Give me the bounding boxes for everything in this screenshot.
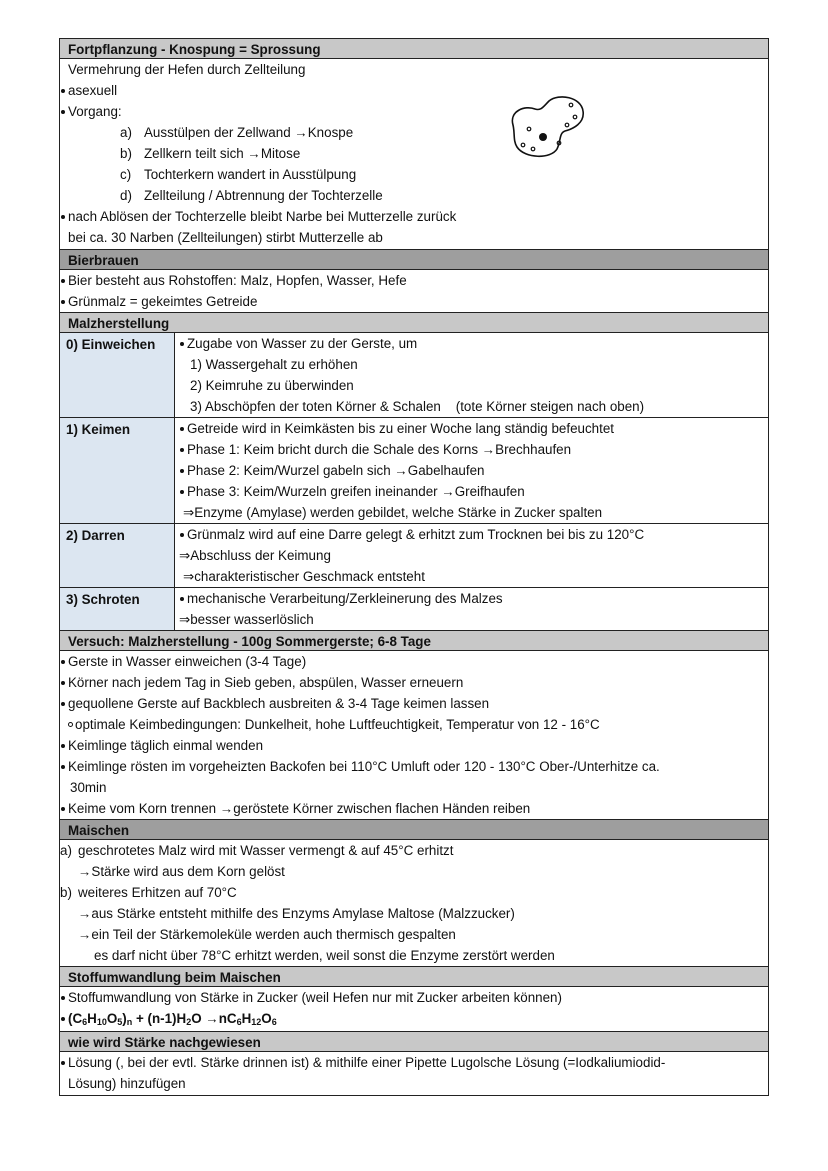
bullet-item: gequollene Gerste auf Backblech ausbreiten & 3-4 Tage keimen lassen bbox=[60, 693, 768, 714]
step-item bbox=[60, 840, 768, 861]
step-text: Ausstülpen der Zellwand →Knospe bbox=[144, 125, 354, 140]
formula-part: H bbox=[241, 1011, 252, 1026]
step-item bbox=[60, 143, 768, 164]
formula-part: ) bbox=[122, 1011, 127, 1026]
table-row bbox=[60, 588, 769, 631]
text-line: Vermehrung der Hefen durch Zellteilung bbox=[68, 62, 306, 77]
step-letter: a) bbox=[120, 125, 132, 140]
bullet-item: Keimlinge rösten im vorgeheizten Backofen bei 110°C Umluft oder 120 - 130°C Ober-/Unterhitze ca. bbox=[60, 756, 768, 777]
bullet-item: Phase 2: Keim/Wurzel gabeln sich →Gabelhaufen bbox=[179, 460, 768, 481]
bullet-item: Bier besteht aus Rohstoffen: Malz, Hopfen, Wasser, Hefe bbox=[60, 270, 768, 291]
bullet-item: Lösung (, bei der evtl. Stärke drinnen ist) & mithilfe einer Pipette Lugolsche Lösung (=Iodkaliumiodid- bbox=[60, 1052, 768, 1073]
step-letter: b) bbox=[60, 885, 72, 900]
bullet-item: Grünmalz wird auf eine Darre gelegt & erhitzt zum Trocknen bei bis zu 120°C bbox=[179, 524, 768, 545]
step-label: 0) Einweichen bbox=[60, 333, 175, 418]
formula-part: (C bbox=[68, 1011, 83, 1026]
table-row bbox=[60, 524, 769, 588]
section-nachweis bbox=[59, 1052, 769, 1096]
step-content bbox=[175, 588, 769, 631]
bullet-item: Stoffumwandlung von Stärke in Zucker (weil Hefen nur mit Zucker arbeiten können) bbox=[60, 987, 768, 1008]
step-item bbox=[60, 185, 768, 206]
step-content bbox=[175, 524, 769, 588]
section-header-maischen: Maischen bbox=[59, 819, 769, 840]
formula-sub: 10 bbox=[96, 1017, 107, 1027]
formula-part: O bbox=[261, 1011, 272, 1026]
text-line: 3) Abschöpfen der toten Körner & Schalen (tote Körner steigen nach oben) bbox=[190, 399, 645, 414]
bullet-item: Keimlinge täglich einmal wenden bbox=[60, 735, 768, 756]
section-header-fortpflanzung: Fortpflanzung - Knospung = Sprossung bbox=[59, 38, 769, 59]
text-line: ⇒Enzyme (Amylase) werden gebildet, welche Stärke in Zucker spalten bbox=[183, 505, 603, 520]
formula-part: O bbox=[106, 1011, 118, 1026]
section-header-stoffumwandlung: Stoffumwandlung beim Maischen bbox=[59, 966, 769, 987]
bullet-item: Vorgang: bbox=[60, 101, 768, 122]
formula-part: O →nC bbox=[191, 1011, 237, 1026]
text-line: bei ca. 30 Narben (Zellteilungen) stirbt Mutterzelle ab bbox=[68, 230, 383, 245]
bullet-item: Getreide wird in Keimkästen bis zu einer Woche lang ständig befeuchtet bbox=[179, 418, 768, 439]
text-line: ⇒besser wasserlöslich bbox=[179, 612, 314, 627]
section-versuch bbox=[59, 651, 769, 820]
step-item bbox=[60, 122, 768, 143]
bullet-item: Phase 3: Keim/Wurzeln greifen ineinander →Greifhaufen bbox=[179, 481, 768, 502]
step-letter: b) bbox=[120, 146, 132, 161]
step-item bbox=[60, 164, 768, 185]
text-line: 30min bbox=[70, 780, 107, 795]
bullet-item: nach Ablösen der Tochterzelle bleibt Narbe bei Mutterzelle zurück bbox=[60, 206, 768, 227]
bullet-item: Gerste in Wasser einweichen (3-4 Tage) bbox=[60, 651, 768, 672]
step-item bbox=[60, 882, 768, 903]
step-content bbox=[175, 333, 769, 418]
table-row bbox=[60, 418, 769, 524]
formula-part: + (n-1)H bbox=[132, 1011, 187, 1026]
bullet-item: asexuell bbox=[60, 80, 768, 101]
chemical-formula bbox=[60, 1008, 768, 1029]
bullet-item: Grünmalz = gekeimtes Getreide bbox=[60, 291, 768, 312]
step-letter: c) bbox=[120, 167, 132, 182]
text-line: Lösung) hinzufügen bbox=[68, 1076, 186, 1091]
step-letter: d) bbox=[120, 188, 132, 203]
formula-sub: 5 bbox=[117, 1017, 123, 1027]
step-label: 2) Darren bbox=[60, 524, 175, 588]
step-text: Tochterkern wandert in Ausstülpung bbox=[144, 167, 357, 182]
section-header-bierbrauen: Bierbrauen bbox=[59, 249, 769, 270]
formula-sub: 6 bbox=[236, 1017, 242, 1027]
step-content bbox=[175, 418, 769, 524]
step-text: Zellkern teilt sich →Mitose bbox=[144, 146, 301, 161]
text-line: →aus Stärke entsteht mithilfe des Enzyms Amylase Maltose (Malzzucker) bbox=[78, 906, 515, 921]
text-line: ⇒Abschluss der Keimung bbox=[179, 548, 331, 563]
formula-sub: 6 bbox=[82, 1017, 88, 1027]
section-bierbrauen bbox=[59, 270, 769, 313]
bullet-item: Phase 1: Keim bricht durch die Schale des Korns →Brechhaufen bbox=[179, 439, 768, 460]
section-fortpflanzung bbox=[59, 59, 769, 250]
text-line: →ein Teil der Stärkemoleküle werden auch thermisch gespalten bbox=[78, 927, 456, 942]
formula-part: H bbox=[87, 1011, 97, 1026]
malzherstellung-table bbox=[59, 332, 769, 631]
text-line: 2) Keimruhe zu überwinden bbox=[190, 378, 354, 393]
section-stoffumwandlung bbox=[59, 987, 769, 1032]
section-header-malzherstellung: Malzherstellung bbox=[59, 312, 769, 333]
text-line: es darf nicht über 78°C erhitzt werden, weil sonst die Enzyme zerstört werden bbox=[94, 948, 555, 963]
section-header-nachweis: wie wird Stärke nachgewiesen bbox=[59, 1031, 769, 1052]
formula-sub: n bbox=[126, 1017, 133, 1027]
text-line: →Stärke wird aus dem Korn gelöst bbox=[78, 864, 285, 879]
bullet-item: Körner nach jedem Tag in Sieb geben, abspülen, Wasser erneuern bbox=[60, 672, 768, 693]
bullet-item: Zugabe von Wasser zu der Gerste, um bbox=[179, 333, 768, 354]
step-text: Zellteilung / Abtrennung der Tochterzelle bbox=[144, 188, 383, 203]
bullet-item: Keime vom Korn trennen →geröstete Körner zwischen flachen Händen reiben bbox=[60, 798, 768, 819]
step-label: 1) Keimen bbox=[60, 418, 175, 524]
formula-sub: 12 bbox=[251, 1017, 262, 1027]
step-letter: a) bbox=[60, 843, 72, 858]
formula-sub: 6 bbox=[271, 1017, 277, 1027]
step-label: 3) Schroten bbox=[60, 588, 175, 631]
table-row bbox=[60, 333, 769, 418]
bullet-item: mechanische Verarbeitung/Zerkleinerung des Malzes bbox=[179, 588, 768, 609]
step-text: weiteres Erhitzen auf 70°C bbox=[78, 885, 237, 900]
step-text: geschrotetes Malz wird mit Wasser vermengt & auf 45°C erhitzt bbox=[78, 843, 454, 858]
section-header-versuch: Versuch: Malzherstellung - 100g Sommergerste; 6-8 Tage bbox=[59, 630, 769, 651]
text-line: 1) Wassergehalt zu erhöhen bbox=[190, 357, 358, 372]
section-maischen bbox=[59, 840, 769, 967]
sub-bullet-item: optimale Keimbedingungen: Dunkelheit, hohe Luftfeuchtigkeit, Temperatur von 12 - 16°C bbox=[60, 714, 768, 735]
text-line: ⇒charakteristischer Geschmack entsteht bbox=[183, 569, 425, 584]
document bbox=[59, 39, 769, 1096]
formula-sub: 2 bbox=[186, 1017, 192, 1027]
